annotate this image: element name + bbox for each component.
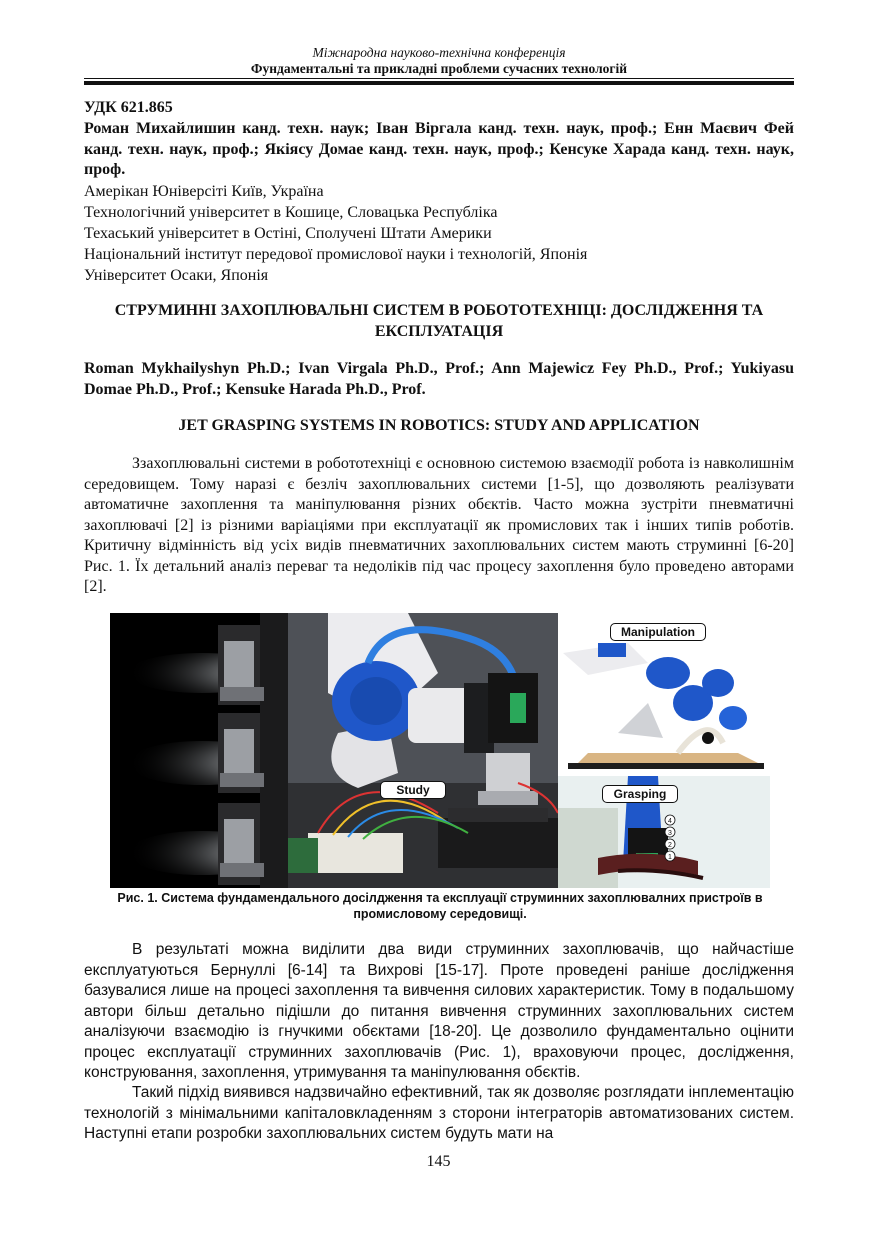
study-label: Study (380, 781, 446, 799)
affiliation-item: Техаський університет в Остіні, Сполучені Штати Америки (84, 225, 492, 242)
marker-label: 1 (668, 854, 672, 861)
conference-header (84, 44, 794, 76)
authors-ukrainian: Роман Михайлишин канд. техн. наук; Іван Віргала канд. техн. наук, проф.; Енн Маєвич Фей канд. техн. наук, проф.; Якіясу Домае канд. техн. наук, проф.; Кенсуке Харада канд. техн. наук, проф. (84, 120, 794, 178)
paper-title-english: JET GRASPING SYSTEMS IN ROBOTICS: STUDY AND APPLICATION (178, 417, 700, 434)
marker-label: 4 (668, 818, 672, 825)
header-rule-thin (84, 78, 794, 79)
authors-english: Roman Mykhailyshyn Ph.D.; Ivan Virgala Ph.D., Prof.; Ann Majewicz Fey Ph.D., Prof.; Yukiyasu Domae Ph.D., Prof.; Kensuke Harada Ph.D., Prof. (84, 360, 794, 398)
udc-code: УДК 621.865 (84, 99, 173, 116)
robot-study-illustration (288, 613, 558, 888)
body-paragraph-2: В результаті можна виділити два види струминних захоплювачів, що найчастіше експлуатуються Бернуллі [6-14] та Вихрові [15-17]. Проте проведені раніше дослідження базувалися лише на процесі захоплення та вивчення силових характеристик. Тому в подальшому автори більш детально підішли до питання вивчення струминних захоплювальних систем аналізуючи взаємодію із гнучкими обєктами [18-20]. Це дозволило фундаментально оцінити процес експлуатації струминних захоплювачів (Рис. 1), враховуючи процес, дослідження, конструювання, захоплення, утримування та маніпулювання обєктів. (84, 941, 794, 1081)
affiliations (84, 181, 794, 286)
manipulation-grasping-illustration (558, 613, 770, 888)
figure-caption: Рис. 1. Система фундамендального досілдження та експлуації струминних захоплювалних пристроїв в промисловому середовищі. (117, 891, 763, 921)
robot-study-photo (288, 613, 558, 888)
affiliation-item: Амерікан Юніверсіті Київ, Україна (84, 183, 324, 200)
paper-title-ukrainian: СТРУМИННІ ЗАХОПЛЮВАЛЬНІ СИСТЕМ В РОБОТОТЕХНІЦІ: ДОСЛІДЖЕННЯ ТА ЕКСПЛУАТАЦІЯ (114, 302, 764, 340)
affiliation-item: Університет Осаки, Японія (84, 267, 269, 284)
jet-flow-illustration (110, 613, 288, 888)
page-number: 145 (426, 1153, 451, 1170)
manipulation-label: Manipulation (610, 623, 706, 641)
jet-flow-photo (110, 613, 288, 888)
body-paragraph-1: Ззахоплювальні системи в робототехніці є основною системою взаємодії робота із навколишнім середовищем. Тому наразі є безліч захоплювальних системи [1-5], що дозволяють реалізувати автоматичне захоплення та маніпулювання різних обєктів. Часто можна зустріти пневматичні захоплювачі [2] із різними варіаціями при експлуатації як промислових так і інших типів роботів. Критичну відмінність від усіх видів пневматичних захоплювальних систем мають струминні [6-20] Рис. 1. Їх детальний аналіз переваг та недоліків під час процесу захоплення було проведено авторами [2]. (84, 455, 794, 595)
conference-name: Міжнародна науково-технічна конференція (312, 45, 566, 60)
figure-1 (110, 613, 770, 888)
body-paragraph-3: Такий підхід виявився надзвичайно ефективний, так як дозволяє розглядати інплементацію технологій з мінімальними капіталовкладенням з сторони інтеграторів автоматизованих систем. Наступні етапи розробки захоплювальних систем будуть мати на (84, 1084, 794, 1142)
conference-title: Фундаментальні та прикладні проблеми сучасних технологій (250, 61, 628, 76)
manipulation-grasping-photos (558, 613, 770, 888)
marker-label: 3 (668, 830, 672, 837)
header-rule-thick (84, 81, 794, 85)
affiliation-item: Технологічний університет в Кошице, Словацька Республіка (84, 204, 498, 221)
marker-label: 2 (668, 842, 672, 849)
grasping-label: Grasping (602, 785, 678, 803)
affiliation-item: Національний інститут передової промислової науки і технологій, Японія (84, 246, 588, 263)
